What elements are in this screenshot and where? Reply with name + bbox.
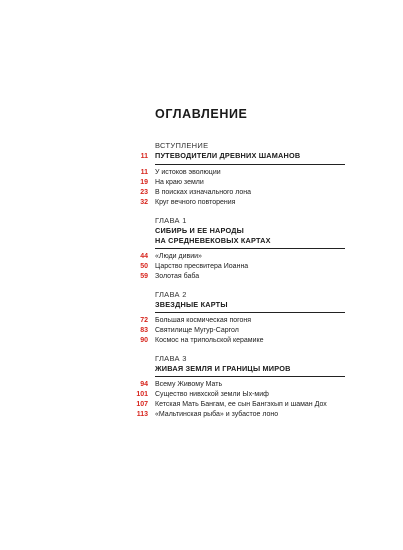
section-heading[interactable]: СИБИРЬ И ЕЕ НАРОДЫ [155,226,245,235]
entry-title: На краю земли [155,179,204,186]
section-heading: ПУТЕВОДИТЕЛИ ДРЕВНИХ ШАМАНОВ [155,151,301,160]
toc-entry[interactable] [110,262,370,272]
entry-title: Кетская Мать Бангам, ее сын Бангэхып и шаман Дох [155,401,327,408]
entry-title: Всему Живому Мать [155,381,223,388]
divider [155,164,345,165]
toc-title: ОГЛАВЛЕНИЕ [155,107,248,121]
page-number: 72 [140,317,148,324]
entry-title: «Люди дивии» [155,253,202,260]
divider [155,248,345,249]
entry-title: У истоков эволюции [155,169,221,176]
section-heading[interactable]: ЗВЕЗДНЫЕ КАРТЫ [155,300,228,309]
toc-entry[interactable] [110,198,370,208]
page-number: 50 [140,263,148,270]
toc-entry[interactable] [110,272,370,282]
page-number: 23 [140,189,148,196]
page-number: 11 [140,169,148,176]
divider [155,312,345,313]
section-label: ВСТУПЛЕНИЕ [155,141,209,150]
entry-title: Царство пресвитера Иоанна [155,263,249,270]
toc-entry[interactable] [110,380,370,390]
entry-title: Золотая баба [155,273,200,280]
page-number: 19 [140,179,148,186]
page-number: 44 [140,253,148,260]
section-chapter-1 [110,215,370,282]
section-label: ГЛАВА 1 [155,216,187,225]
entry-title: Космос на трипольской керамике [155,337,264,344]
section-chapter-2 [110,289,370,346]
page-number: 101 [136,391,148,398]
toc-entry[interactable] [110,178,370,188]
section-intro [110,140,370,208]
page-number: 83 [140,327,148,334]
entry-title: Круг вечного повторения [155,199,236,206]
section-label: ГЛАВА 3 [155,354,187,363]
page-number: 94 [140,381,148,388]
page-number: 59 [140,273,148,280]
section-heading[interactable]: НА СРЕДНЕВЕКОВЫХ КАРТАХ [155,236,271,245]
section-label: ГЛАВА 2 [155,290,187,299]
page-number: 90 [140,337,148,344]
entry-title: «Мальтинская рыба» и зубастое лоно [155,411,279,418]
toc-entry[interactable] [110,316,370,326]
toc-entry[interactable] [110,336,370,346]
page-number: 113 [136,411,148,418]
toc-entry[interactable] [110,326,370,336]
divider [155,376,345,377]
entry-title: Большая космическая погоня [155,317,252,324]
page-number: 107 [136,401,148,408]
page-number: 32 [140,199,148,206]
toc-entry[interactable] [110,252,370,262]
section-heading-row[interactable] [110,151,370,162]
toc-entry[interactable] [110,168,370,178]
page-number: 11 [140,153,148,160]
section-heading[interactable]: ЖИВАЯ ЗЕМЛЯ И ГРАНИЦЫ МИРОВ [155,364,291,373]
entry-title: В поисках изначального лона [155,189,252,196]
entry-title: Святилище Мугур-Саргол [155,327,239,334]
toc-entry[interactable] [110,410,370,420]
toc-entry[interactable] [110,188,370,198]
section-chapter-3 [110,353,370,420]
entry-title: Существо нивхской земли Ых-миф [155,391,269,398]
toc-entry[interactable] [110,390,370,400]
toc-entry[interactable] [110,400,370,410]
